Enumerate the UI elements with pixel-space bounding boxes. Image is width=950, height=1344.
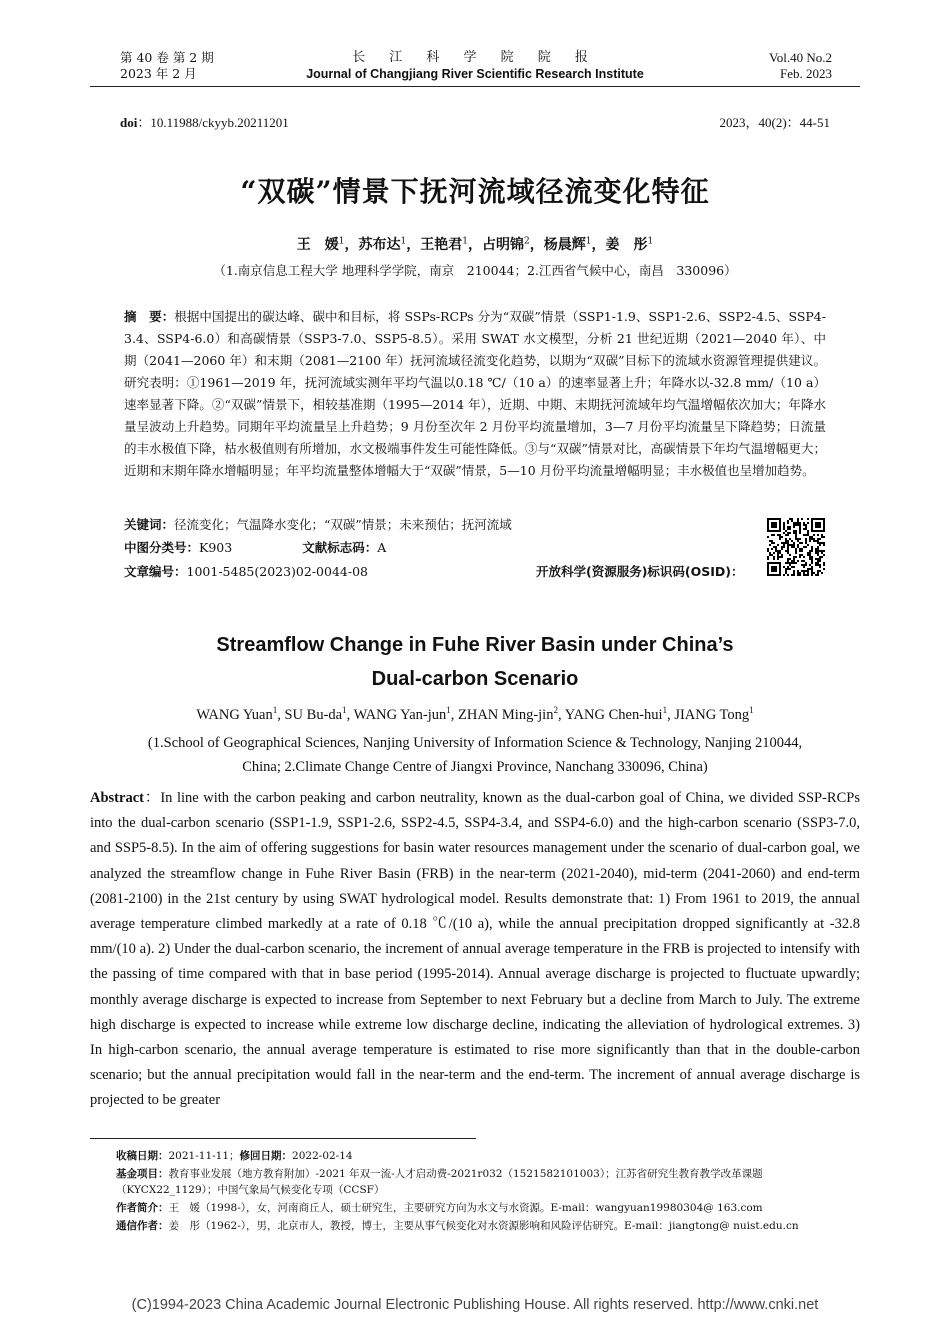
journal-name-en: Journal of Changjiang River Scientific Research Institute — [306, 67, 644, 81]
footnote-fund: 基金项目：教育事业发展（地方教育附加）-2021 年双一流-人才启动费-2021r032（1521582101003）；江苏省研究生教育教学改革课题（KYCX22_1129）；中国气象局气候变化专项（CCSF） — [116, 1168, 763, 1196]
citation: 2023，40(2)：44-51 — [719, 115, 830, 130]
en-author: ZHAN Ming-jin — [458, 706, 554, 723]
cn-author: 王 媛 — [296, 237, 339, 253]
doi-value: ：10.11988/ckyyb.20211201 — [137, 115, 289, 130]
clc-value: K903 — [199, 540, 233, 555]
abstract-en — [90, 786, 860, 1114]
authors-en — [0, 705, 950, 724]
header-vol-no: Vol.40 No.2 — [769, 50, 832, 65]
title-en — [0, 628, 950, 696]
affiliation-en-line2: China; 2.Climate Change Centre of Jiangxi Province, Nanchang 330096, China) — [242, 759, 708, 775]
header-rule — [90, 86, 860, 87]
cn-author-separator: ， — [344, 237, 359, 253]
cn-author-affil-mark: 2 — [524, 236, 530, 247]
journal-name-cn: 长 江 科 学 院 院 报 — [352, 50, 598, 65]
doccode-value: A — [377, 540, 387, 555]
cn-author-affil-mark: 1 — [400, 236, 407, 247]
doccode-label: 文献标志码： — [302, 540, 378, 555]
en-author-separator: , — [346, 706, 354, 723]
affiliation-cn: （1.南京信息工程大学 地理科学学院，南京 210044；2.江西省气候中心，南昌 330096） — [213, 263, 737, 278]
en-author-separator: , — [450, 706, 458, 723]
osid-label: 开放科学(资源服务)标识码(OSID)： — [536, 564, 744, 579]
cn-author: 占明锦 — [482, 237, 524, 253]
authors-cn — [0, 234, 950, 254]
en-author-affil-mark: 1 — [446, 705, 451, 715]
cn-author: 杨晨辉 — [543, 237, 586, 253]
affiliation-en-line1: (1.School of Geographical Sciences, Nanjing University of Information Science & Technology, Nanjing 210044, — [147, 735, 803, 751]
en-author-affil-mark: 1 — [662, 705, 668, 715]
footnote-corresponding: 通信作者：姜 彤（1962-），男，北京市人，教授，博士，主要从事气候变化对水资源影响和风险评估研究。E-mail：jiangtong@ nuist.edu.cn — [116, 1220, 799, 1232]
cn-author-affil-mark: 1 — [462, 236, 468, 247]
cn-author-affil-mark: 1 — [647, 236, 654, 247]
article-number — [124, 562, 368, 580]
footnote-author-bio: 作者简介：王 媛（1998-），女，河南商丘人，硕士研究生，主要研究方向为水文与水资源。E-mail：wangyuan19980304@ 163.com — [116, 1202, 763, 1214]
cn-author: 姜 彤 — [605, 237, 648, 253]
header-volume-cn: 第 40 卷 第 2 期 — [120, 50, 214, 65]
header-date-cn: 2023 年 2 月 — [120, 66, 197, 81]
cnki-footer: (C)1994-2023 China Academic Journal Electronic Publishing House. All rights reserved. http://www.cnki.net — [131, 1297, 819, 1313]
keywords-cn — [124, 515, 512, 533]
abstract-cn — [124, 306, 826, 482]
doi[interactable] — [120, 112, 289, 131]
cn-author: 王艳君 — [420, 237, 463, 253]
header-volume-en — [769, 50, 832, 82]
osid-qr-code-icon[interactable] — [767, 518, 825, 576]
en-author-affil-mark: 1 — [272, 705, 278, 715]
keywords-text: 径流变化；气温降水变化；“双碳”情景；未来预估；抚河流域 — [174, 517, 512, 532]
affiliation-en — [0, 731, 950, 779]
en-author: WANG Yan-jun — [353, 706, 447, 723]
en-author: JIANG Tong — [674, 706, 750, 723]
keywords-label: 关键词： — [124, 517, 175, 532]
en-author-separator: , — [277, 706, 285, 723]
header-date-en: Feb. 2023 — [780, 66, 832, 81]
cn-author-affil-mark: 1 — [585, 236, 592, 247]
en-author-affil-mark: 2 — [553, 705, 558, 715]
abstract-en-text: ：In line with the carbon peaking and carbon neutrality, known as the dual-carbon goal of China, we divided SSP-RCPs into the dual-carbon scenario (SSP1-1.9, SSP1-2.6, SSP2-4.5, SSP4-3.4, and SSP4-6.0) and the high-carbon scenario (SSP3-7.0, and SSP5-8.5). In the aim of offering suggestions for basin water resources management under the scenario of dual-carbon goal, we analyzed the streamflow change in Fuhe River Basin (FRB) in the near-term (2021-2040), mid-term (2041-2060) and end-term (2081-2100) in the 21st century by using SWAT hydrological model. Results demonstrate that: 1) From 1961 to 2019, the annual average temperature climbed markedly at a rate of 0.18 ℃/(10 a), while the annual precipitation dropped significantly at -32.8 mm/(10 a). 2) Under the dual-carbon scenario, the increment of annual average temperature in the FRB is projected to intensify with the passing of time compared with that in base period (1995-2014). Annual average discharge is projected to fluctuate upwardly; monthly average discharge is expected to increase from September to next February but a decline from March to July. The extreme high discharge is expected to increase while extreme low discharge decline, indicating the alleviation of hydrological extremes. 3) In high-carbon scenario, the annual average temperature is estimated to rise more significantly than that in the double-carbon scenario; but the annual precipitation would fall in the near-term and the end-term. The increment of annual average discharge is projected to be greater — [90, 790, 860, 1109]
footnote-dates: 收稿日期：2021-11-11；修回日期：2022-02-14 — [116, 1150, 353, 1162]
en-author-separator: , — [557, 706, 565, 723]
abstract-cn-label: 摘 要： — [124, 309, 175, 324]
title-cn: “双碳”情景下抚河流域径流变化特征 — [240, 175, 710, 208]
cn-author: 苏布达 — [358, 237, 401, 253]
footnote-rule — [90, 1138, 476, 1139]
title-en-line2: Dual-carbon Scenario — [371, 668, 579, 690]
article-no-value: 1001-5485(2023)02-0044-08 — [186, 564, 368, 579]
doi-label: doi — [120, 115, 138, 130]
en-author: YANG Chen-hui — [564, 706, 663, 723]
en-author-affil-mark: 1 — [749, 705, 754, 715]
abstract-en-label: Abstract — [90, 790, 144, 806]
en-author: WANG Yuan — [196, 706, 273, 723]
title-en-line1: Streamflow Change in Fuhe River Basin under China’s — [216, 634, 734, 656]
cn-author-separator: ， — [529, 237, 544, 253]
article-no-label: 文章编号： — [124, 564, 187, 579]
cn-author-separator: ， — [468, 237, 482, 253]
classification — [124, 538, 386, 556]
en-author: SU Bu-da — [284, 706, 343, 723]
abstract-cn-text: 根据中国提出的碳达峰、碳中和目标，将 SSPs-RCPs 分为“双碳”情景（SSP1-1.9、SSP1-2.6、SSP2-4.5、SSP4-3.4、SSP4-6.0）和高碳情景（SSP3-7.0、SSP5-8.5）。采用 SWAT 水文模型，分析 21 世纪近期（2021—2040 年）、中期（2041—2060 年）和末期（2081—2100 年）抚河流域径流变化趋势，以期为“双碳”目标下的流域水资源管理提供建议。研究表明：①1961—2019 年，抚河流域实测年平均气温以0.18 ℃/（10 a）的速率显著上升；年降水以-32.8 mm/（10 a）速率显著下降。②“双碳”情景下，相较基准期（1995—2014 年），近期、中期、末期抚河流域年均气温增幅依次加大；年降水量呈波动上升趋势。同期年平均流量呈上升趋势；9 月份至次年 2 月份平均流量增加，3—7 月份平均流量呈下降趋势；日流量的丰水极值下降，枯水极值则有所增加，水文极端事件发生可能性降低。③与“双碳”情景对比，高碳情景下年均气温增幅更大；近期和末期年降水增幅明显；年平均流量整体增幅大于“双碳”情景，5—10 月份平均流量增幅明显；丰水极值也呈增加趋势。 — [124, 309, 826, 478]
cn-author-affil-mark: 1 — [338, 236, 345, 247]
cn-author-separator: ， — [406, 237, 421, 253]
en-author-affil-mark: 1 — [342, 705, 347, 715]
en-author-separator: , — [667, 706, 675, 723]
cn-author-separator: ， — [591, 237, 606, 253]
clc-label: 中图分类号： — [124, 540, 200, 555]
